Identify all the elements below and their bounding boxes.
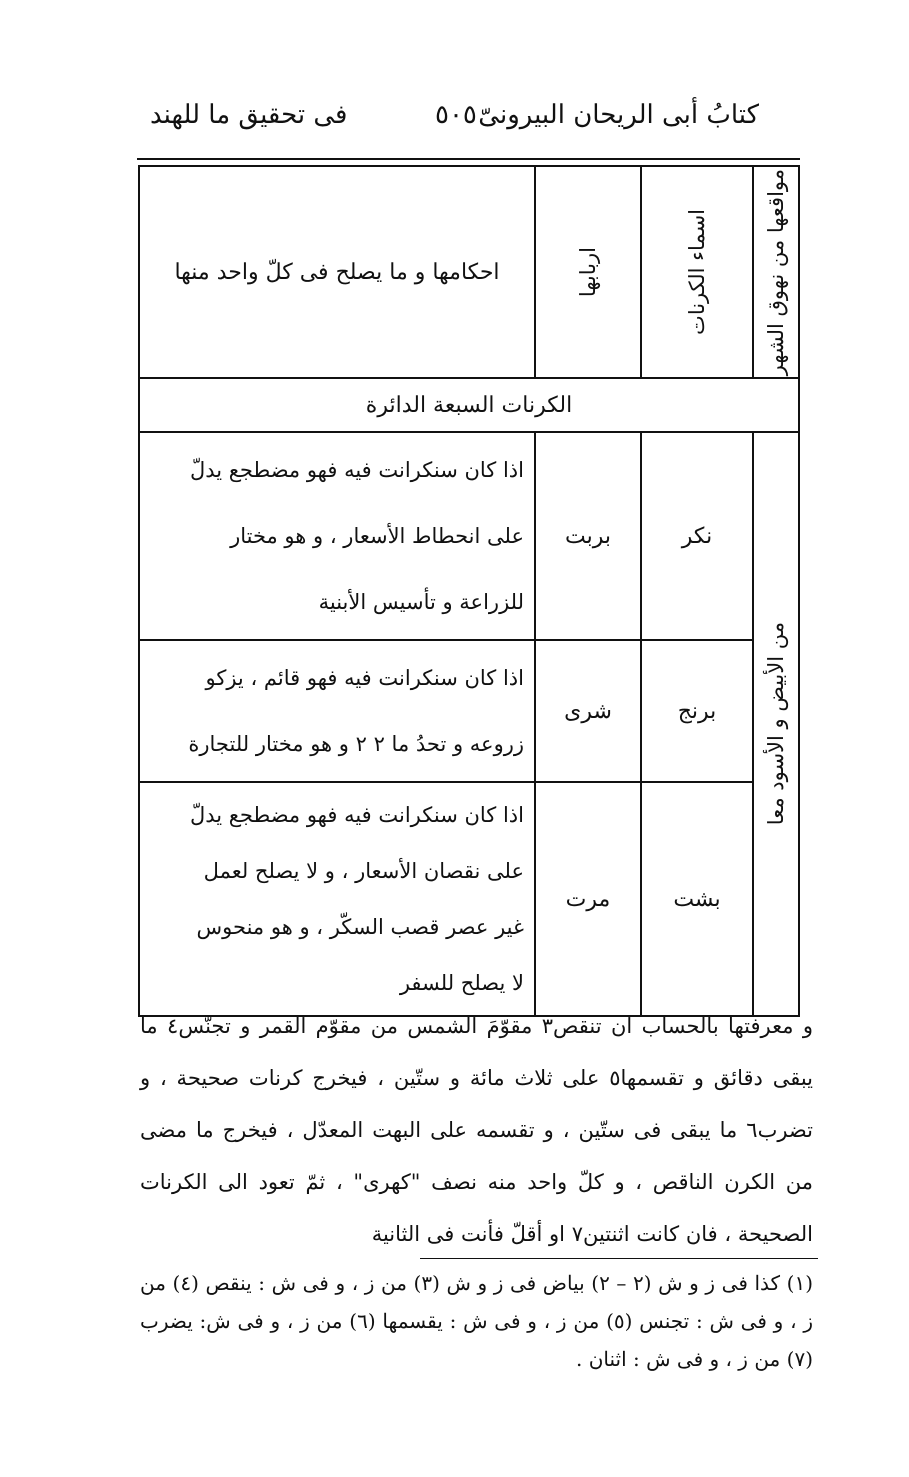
karana-name: نكر	[641, 432, 753, 640]
karana-ruling: اذا كان سنكرانت فيه فهو قائم ، يزكو زروعه و تحدُ ما ٢ ٢ و هو مختار للتجارة	[139, 640, 535, 782]
footnotes: (١) كذا فى ز و ش (٢ – ٢) بياض فى ز و ش (٣) من ز ، و فى ش : ينقص (٤) من ز ، و فى ش : تجنس (٥) من ز ، و فى ش : يقسمها (٦) من ز ، و فى ش: يضرب (٧) من ز ، و فى ش : اثنان .	[140, 1271, 813, 1371]
karana-ruling: اذا كان سنكرانت فيه فهو مضطجع يدلّ على انحطاط الأسعار ، و هو مختار للزراعة و تأسيس الأبنية	[139, 432, 535, 640]
karana-owner: بربت	[535, 432, 641, 640]
col-header-owners: اربابها	[535, 166, 641, 378]
col-header-rulings: احكامها و ما يصلح فى كلّ واحد منها	[139, 166, 535, 378]
body-paragraph: و معرفتها بالحساب ان تنقص٣ مقوّمَ الشمس من مقوّم القمر و تجنّس٤ ما يبقى دقائق و تقسمها٥ على ثلاث مائة و ستّين ، فيخرج كرنات صحيحة ، و تضرب٦ ما يبقى فى ستّين ، و تقسمه على البهت المعدّل ، فيخرج ما مضى من الكرن الناقص ، و كلّ واحد منه نصف "كهرى" ، ثمّ تعود الى الكرنات الصحيحة ، فان كانت اثنتين٧ او أقلّ فأنت فى الثانية	[140, 1014, 813, 1246]
section-title-header: فى تحقيق ما للهند	[150, 100, 348, 130]
col-header-position: مواقعها من نهوق الشهر	[753, 166, 799, 378]
table-header-row	[139, 166, 799, 378]
karana-owner: مرت	[535, 782, 641, 1016]
karana-name: بشت	[641, 782, 753, 1016]
section-title: الكرنات السبعة الدائرة	[139, 378, 799, 432]
top-rule	[137, 158, 800, 160]
karana-owner: شرى	[535, 640, 641, 782]
karana-name: برنج	[641, 640, 753, 782]
footnote-rule	[420, 1258, 818, 1259]
page-number: ٥٠٥	[435, 100, 477, 130]
table-row	[139, 782, 799, 1016]
col-header-names: اسماء الكرنات	[641, 166, 753, 378]
table-row	[139, 432, 799, 640]
position-cell: من الأبيض و الأسود معا	[753, 432, 799, 1016]
book-title-header: كتابُ أبى الريحان البيرونىّ	[478, 100, 759, 130]
table-row	[139, 640, 799, 782]
section-row	[139, 378, 799, 432]
karana-ruling: اذا كان سنكرانت فيه فهو مضطجع يدلّ على نقصان الأسعار ، و لا يصلح لعمل غير عصر قصب السكّر ، و هو منحوس لا يصلح للسفر	[139, 782, 535, 1016]
karana-table	[138, 165, 800, 1017]
